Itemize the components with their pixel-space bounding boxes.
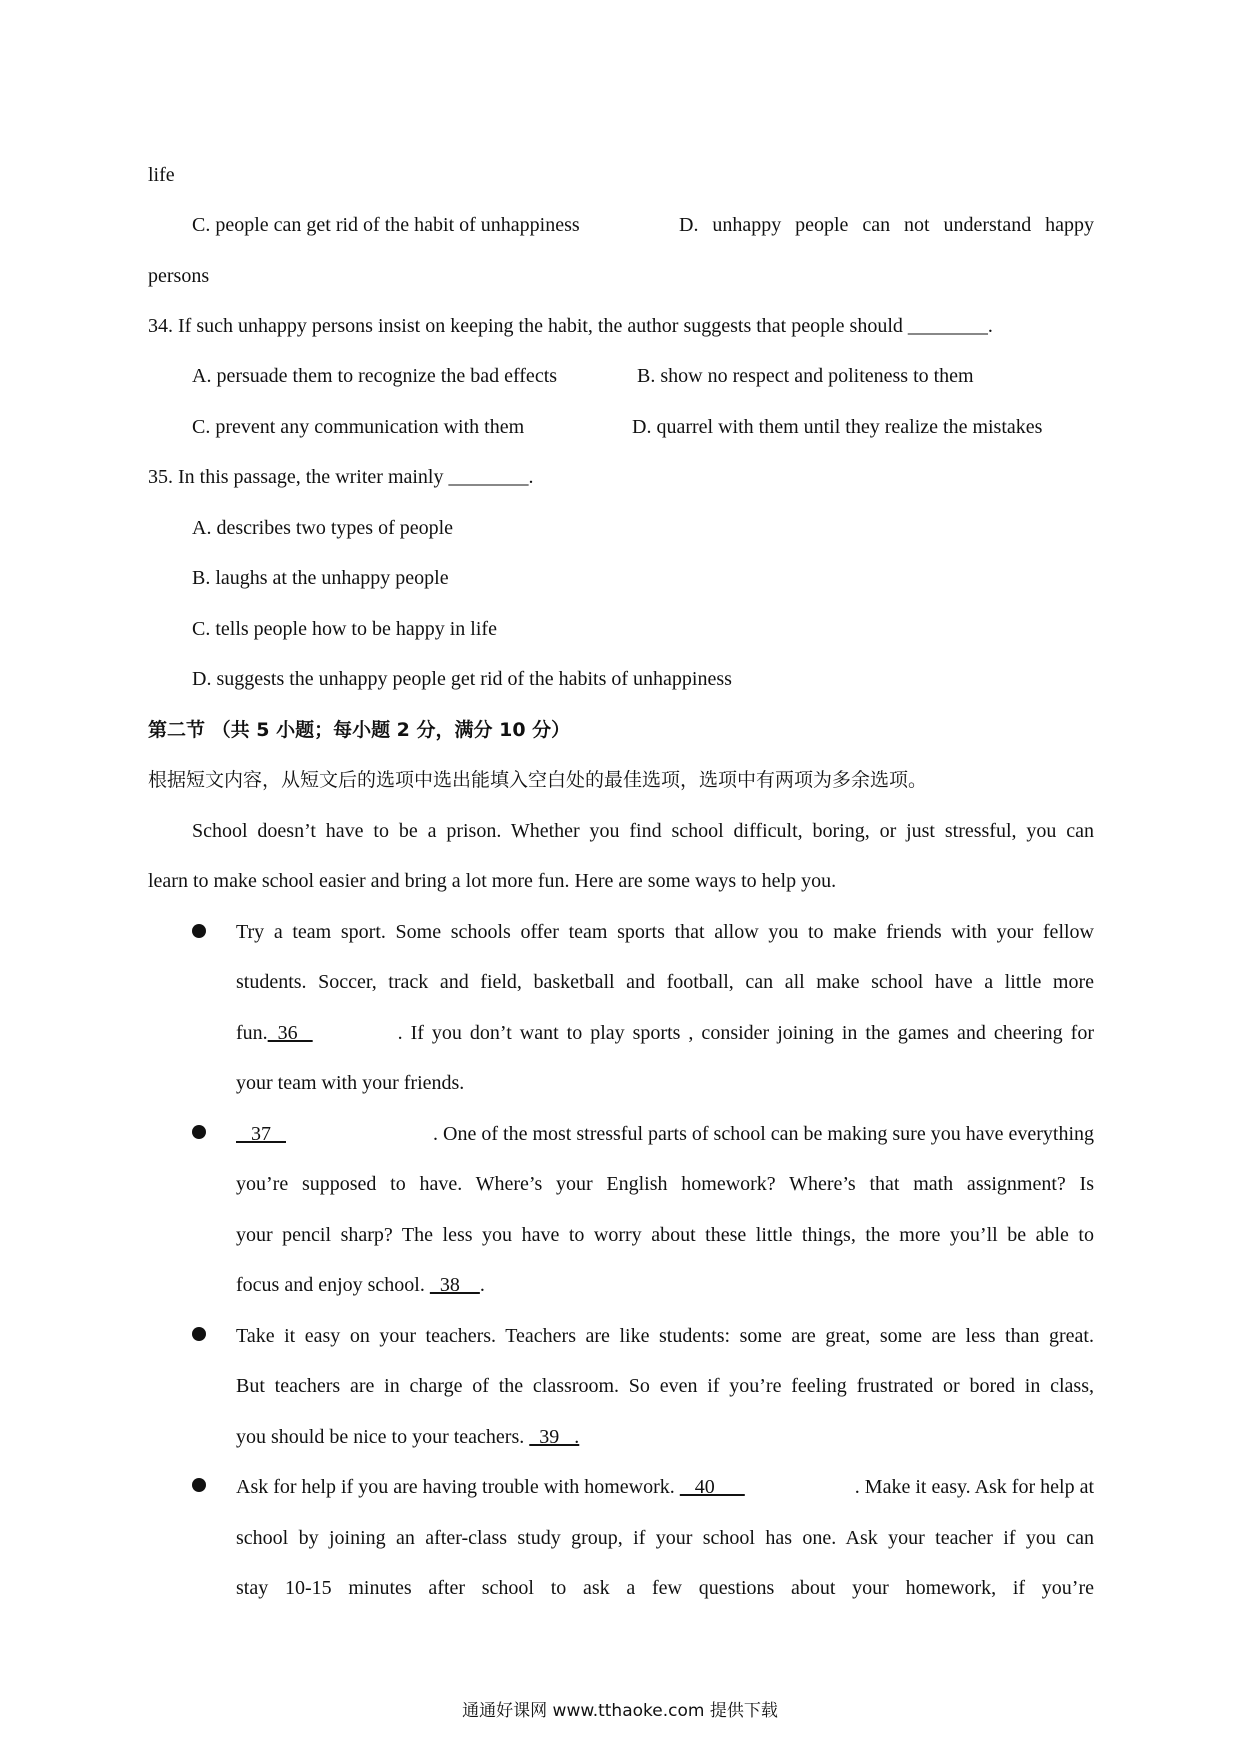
- bullet-2-line-4: [236, 1271, 485, 1299]
- bullet-4-line-1-pre: Ask for help if you are having trouble with homework.: [236, 1476, 680, 1498]
- q33-option-d: D. unhappy people can not understand happy: [679, 214, 1094, 236]
- bullet-2-icon: [192, 1125, 206, 1139]
- q34-stem: 34. If such unhappy persons insist on keeping the habit, the author suggests that people should ________.: [148, 315, 993, 337]
- bullet-2-line-2: you’re supposed to have. Where’s your English homework? Where’s that math assignment? Is: [236, 1173, 1094, 1195]
- passage-intro-line-2: learn to make school easier and bring a lot more fun. Here are some ways to help you.: [148, 870, 837, 892]
- bullet-1-line-3-pre: fun.: [236, 1022, 268, 1044]
- blank-40: 40: [679, 1476, 745, 1498]
- q35-option-c: C. tells people how to be happy in life: [192, 618, 497, 640]
- bullet-2-line-1-post: . One of the most stressful parts of school can be making sure you have everything: [433, 1123, 1094, 1145]
- bullet-3-line-2: But teachers are in charge of the classroom. So even if you’re feeling frustrated or bored in class,: [236, 1375, 1094, 1397]
- q33-option-d-continuation: persons: [148, 265, 210, 287]
- bullet-2-line-4-post: .: [479, 1274, 485, 1296]
- bullet-1-line-3-post: . If you don’t want to play sports , consider joining in the games and cheering for: [397, 1022, 1094, 1044]
- blank-38: 38: [429, 1274, 480, 1296]
- bullet-3-line-3: [236, 1423, 579, 1451]
- page-footer: 通通好课网 www.tthaoke.com 提供下载: [462, 1701, 778, 1721]
- bullet-2-line-4-pre: focus and enjoy school.: [236, 1274, 430, 1296]
- q34-option-a: A. persuade them to recognize the bad effects: [192, 365, 558, 387]
- bullet-4-line-1-text: [236, 1473, 745, 1501]
- bullet-3-line-1: Take it easy on your teachers. Teachers are like students: some are great, some are less than great.: [236, 1325, 1094, 1347]
- q33-option-c: C. people can get rid of the habit of unhappiness: [192, 214, 580, 236]
- bullet-2-line-3: your pencil sharp? The less you have to worry about these little things, the more you’ll be able to: [236, 1224, 1094, 1246]
- q35-stem: 35. In this passage, the writer mainly ________.: [148, 466, 534, 488]
- q35-option-b: B. laughs at the unhappy people: [192, 567, 449, 589]
- q34-option-b: B. show no respect and politeness to them: [637, 365, 974, 387]
- q33-b-continuation: life: [148, 164, 175, 186]
- passage-intro-line-1: School doesn’t have to be a prison. Whether you find school difficult, boring, or just stressful, you can: [192, 820, 1094, 842]
- bullet-4-line-1: [236, 1473, 1094, 1501]
- bullet-1-line-3-text: [236, 1019, 313, 1047]
- blank-37: 37: [236, 1123, 286, 1145]
- bullet-4-line-2: school by joining an after-class study group, if your school has one. Ask your teacher if you can: [236, 1527, 1094, 1549]
- q35-option-a: A. describes two types of people: [192, 517, 454, 539]
- bullet-1-icon: [192, 924, 206, 938]
- q33-option-d-row: [679, 211, 1094, 239]
- q34-option-d: D. quarrel with them until they realize the mistakes: [632, 416, 1043, 438]
- blank-36: 36: [267, 1022, 313, 1044]
- bullet-1-line-4: your team with your friends.: [236, 1072, 465, 1094]
- bullet-1-line-3: [236, 1019, 1094, 1047]
- section-heading: 第二节 （共 5 小题；每小题 2 分，满分 10 分）: [148, 719, 571, 741]
- q34-option-c: C. prevent any communication with them: [192, 416, 525, 438]
- bullet-2-line-1: [236, 1120, 1094, 1148]
- q35-option-d: D. suggests the unhappy people get rid of the habits of unhappiness: [192, 668, 732, 690]
- blank-39: 39 .: [529, 1426, 580, 1448]
- bullet-4-line-3: stay 10-15 minutes after school to ask a few questions about your homework, if you’re: [236, 1577, 1094, 1599]
- bullet-4-icon: [192, 1478, 206, 1492]
- section-instruction: 根据短文内容，从短文后的选项中选出能填入空白处的最佳选项，选项中有两项为多余选项。: [148, 769, 928, 791]
- bullet-3-line-3-pre: you should be nice to your teachers.: [236, 1426, 530, 1448]
- bullet-1-line-1: Try a team sport. Some schools offer team sports that allow you to make friends with your fellow: [236, 921, 1094, 943]
- bullet-3-icon: [192, 1327, 206, 1341]
- bullet-1-line-2: students. Soccer, track and field, basketball and football, can all make school have a little more: [236, 971, 1094, 993]
- bullet-4-line-1-post: . Make it easy. Ask for help at: [854, 1476, 1094, 1498]
